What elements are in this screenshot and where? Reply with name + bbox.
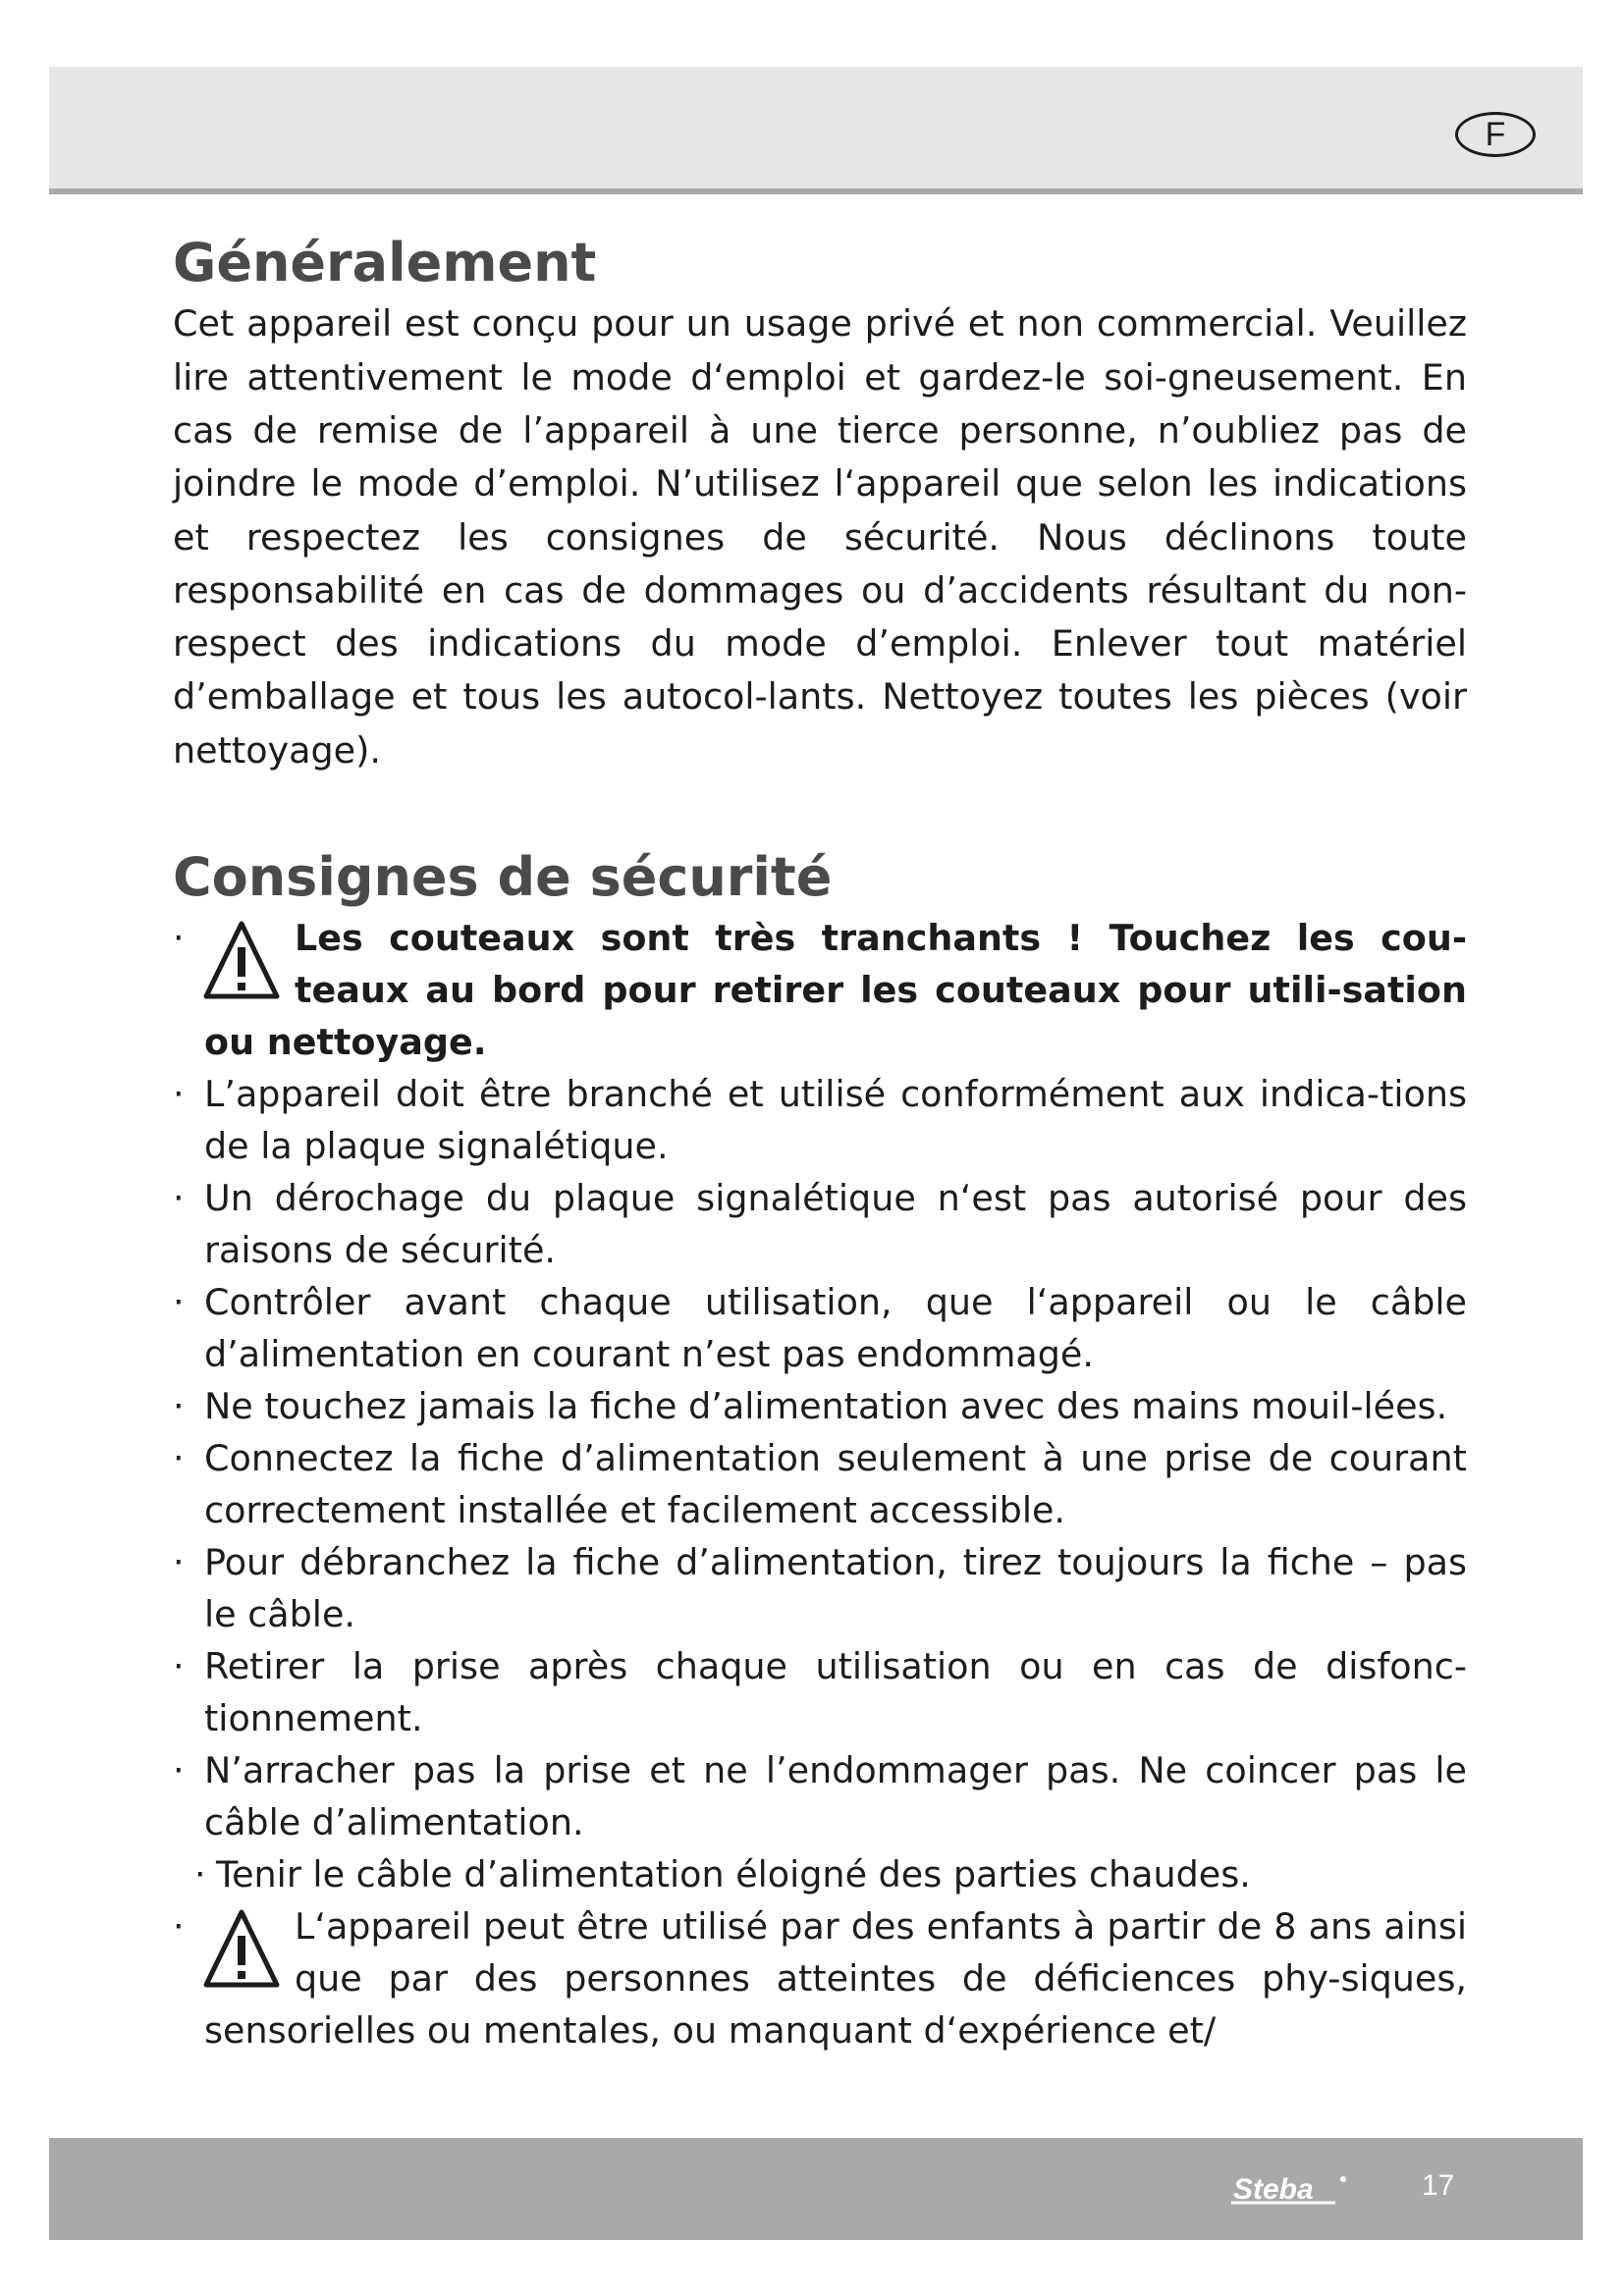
list-item [173, 1380, 1467, 1432]
list-item-text: N’arracher pas la prise et ne l’endommager pas. Ne coincer pas le câble d’alimentation. [204, 1749, 1467, 1844]
steba-logo [1227, 2169, 1384, 2213]
section-title-general: Généralement [173, 232, 597, 294]
language-badge: F [1455, 112, 1536, 157]
list-item-text: L’appareil doit être branché et utilisé conformément aux indica-tions de la plaque signalétique. [204, 1073, 1467, 1168]
page-content [173, 234, 1467, 2056]
header-band [49, 67, 1583, 194]
warning-triangle-icon [202, 1908, 281, 1991]
list-item [173, 1536, 1467, 1640]
list-item-text: Retirer la prise après chaque utilisation ou en cas de disfonc-tionnement. [204, 1645, 1467, 1740]
list-item-text: Connectez la fiche d’alimentation seulement à une prise de courant correctement installée et facilement accessible. [204, 1437, 1467, 1532]
safety-list [173, 912, 1467, 2056]
list-item-text: Contrôler avant chaque utilisation, que l‘appareil ou le câble d’alimentation en courant n’est pas endommagé. [204, 1281, 1467, 1376]
list-item-text: Les couteaux sont très tranchants ! Touchez les cou-teaux au bord pour retirer les couteaux pour utili-sation ou nettoyage. [204, 917, 1467, 1064]
list-item [173, 1276, 1467, 1380]
list-item-text: L‘appareil peut être utilisé par des enfants à partir de 8 ans ainsi que par des personnes atteintes de déficiences phy-siques, sensorielles ou mentales, ou manquant d‘expérience et/ [204, 1905, 1467, 2053]
list-item [173, 1900, 1467, 2056]
brand-wordmark: Steba [1233, 2173, 1314, 2206]
list-item-text: Ne touchez jamais la fiche d’alimentation avec des mains mouil-lées. [204, 1385, 1448, 1428]
list-item [173, 1848, 1467, 1900]
warning-triangle-icon [202, 920, 281, 1002]
list-item [173, 1172, 1467, 1276]
list-item [173, 1068, 1467, 1172]
list-item-text: Tenir le câble d’alimentation éloigné des parties chaudes. [216, 1853, 1251, 1896]
section-title-safety: Consignes de sécurité [173, 846, 833, 909]
list-item [173, 1744, 1467, 1848]
list-item [173, 1432, 1467, 1536]
list-item [173, 912, 1467, 1068]
list-item-text: Pour débranchez la fiche d’alimentation, tirez toujours la fiche – pas le câble. [204, 1541, 1467, 1636]
list-item-text: Un dérochage du plaque signalétique n‘est pas autorisé pour des raisons de sécurité. [204, 1177, 1467, 1272]
page-number: 17 [1422, 2169, 1455, 2202]
general-paragraph: Cet appareil est conçu pour un usage privé et non commercial. Veuillez lire attentivement le mode d‘emploi et gardez-le soi-gneusement. En cas de remise de l’appareil à une tierce personne, n’oubliez pas de joindre le mode d’emploi. N’utilisez l‘appareil que selon les indications et respectez les consignes de sécurité. Nous déclinons toute responsabilité en cas de dommages ou d’accidents résultant du non-respect des indications du mode d’emploi. Enlever tout matériel d’emballage et tous les autocol-lants. Nettoyez toutes les pièces (voir nettoyage). [173, 302, 1467, 772]
list-item [173, 1640, 1467, 1744]
